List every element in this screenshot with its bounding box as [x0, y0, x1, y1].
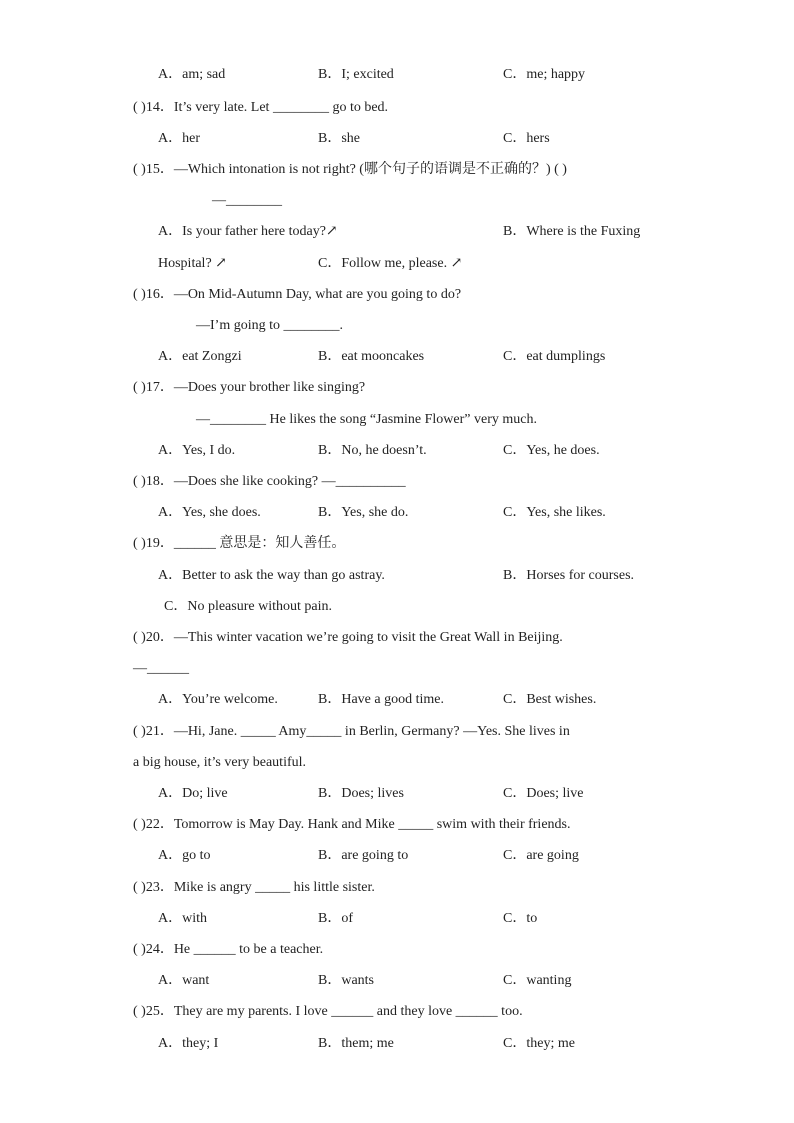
answer-option: C．Best wishes.: [503, 692, 597, 707]
answer-option: A．want: [158, 973, 210, 988]
answer-option: C．Yes, she likes.: [503, 505, 606, 520]
answer-option: C．wanting: [503, 973, 572, 988]
answer-option: B．wants: [318, 973, 374, 988]
question-line: ( )24．He ______ to be a teacher.: [133, 942, 324, 957]
answer-option: A．they; I: [158, 1036, 219, 1051]
answer-option: B．No, he doesn’t.: [318, 443, 427, 458]
question-line: ( )18．—Does she like cooking? —__________: [133, 474, 406, 489]
question-line: C．No pleasure without pain.: [164, 599, 332, 614]
answer-option: B．Horses for courses.: [503, 568, 635, 583]
question-line: ( )17．—Does your brother like singing?: [133, 380, 366, 395]
answer-option: A．go to: [158, 848, 211, 863]
question-line: —I’m going to ________.: [196, 318, 343, 333]
answer-option: C．Follow me, please. ↗: [318, 256, 463, 271]
question-line: —______: [133, 661, 189, 676]
answer-option: A．Do; live: [158, 786, 228, 801]
answer-option: B．eat mooncakes: [318, 349, 425, 364]
answer-option: A．Is your father here today?↗: [158, 224, 338, 239]
question-line: ( )20．—This winter vacation we’re going to visit the Great Wall in Beijing.: [133, 630, 563, 645]
answer-option: A．her: [158, 131, 200, 146]
answer-option: B．of: [318, 911, 353, 926]
answer-option: B．them; me: [318, 1036, 394, 1051]
question-line: ( )21．—Hi, Jane. _____ Amy_____ in Berlin, Germany? —Yes. She lives in: [133, 724, 570, 739]
answer-option: C．Yes, he does.: [503, 443, 600, 458]
question-line: —________: [212, 193, 282, 208]
answer-option: A．Better to ask the way than go astray.: [158, 568, 385, 583]
answer-option: B．Does; lives: [318, 786, 404, 801]
question-line: ( )23．Mike is angry _____ his little sister.: [133, 880, 375, 895]
answer-option: C．hers: [503, 131, 550, 146]
answer-option: A．Yes, she does.: [158, 505, 261, 520]
answer-option: B．she: [318, 131, 360, 146]
answer-option: Hospital? ↗: [158, 256, 227, 271]
question-line: ( )16．—On Mid-Autumn Day, what are you going to do?: [133, 287, 462, 302]
answer-option: C．Does; live: [503, 786, 584, 801]
question-line: ( )14．It’s very late. Let ________ go to bed.: [133, 100, 389, 115]
answer-option: A．You’re welcome.: [158, 692, 278, 707]
question-line: ( )22．Tomorrow is May Day. Hank and Mike _____ swim with their friends.: [133, 817, 571, 832]
answer-option: C．eat dumplings: [503, 349, 606, 364]
question-line: ( )19．______ 意思是：知人善任。: [133, 536, 346, 551]
question-line: ( )15．—Which intonation is not right? (哪个句子的语调是不正确的？) ( ): [133, 162, 567, 177]
question-line: —________ He likes the song “Jasmine Flower” very much.: [196, 412, 537, 427]
answer-option: B．Where is the Fuxing: [503, 224, 641, 239]
question-line: a big house, it’s very beautiful.: [133, 755, 307, 770]
answer-option: C．they; me: [503, 1036, 575, 1051]
answer-option: C．to: [503, 911, 538, 926]
answer-option: A．am; sad: [158, 67, 226, 82]
answer-option: B．I; excited: [318, 67, 394, 82]
answer-option: A．Yes, I do.: [158, 443, 236, 458]
answer-option: B．Have a good time.: [318, 692, 444, 707]
answer-option: B．Yes, she do.: [318, 505, 409, 520]
answer-option: A．eat Zongzi: [158, 349, 242, 364]
answer-option: C．me; happy: [503, 67, 586, 82]
answer-option: C．are going: [503, 848, 579, 863]
answer-option: B．are going to: [318, 848, 409, 863]
question-line: ( )25．They are my parents. I love ______ and they love ______ too.: [133, 1004, 523, 1019]
answer-option: A．with: [158, 911, 207, 926]
